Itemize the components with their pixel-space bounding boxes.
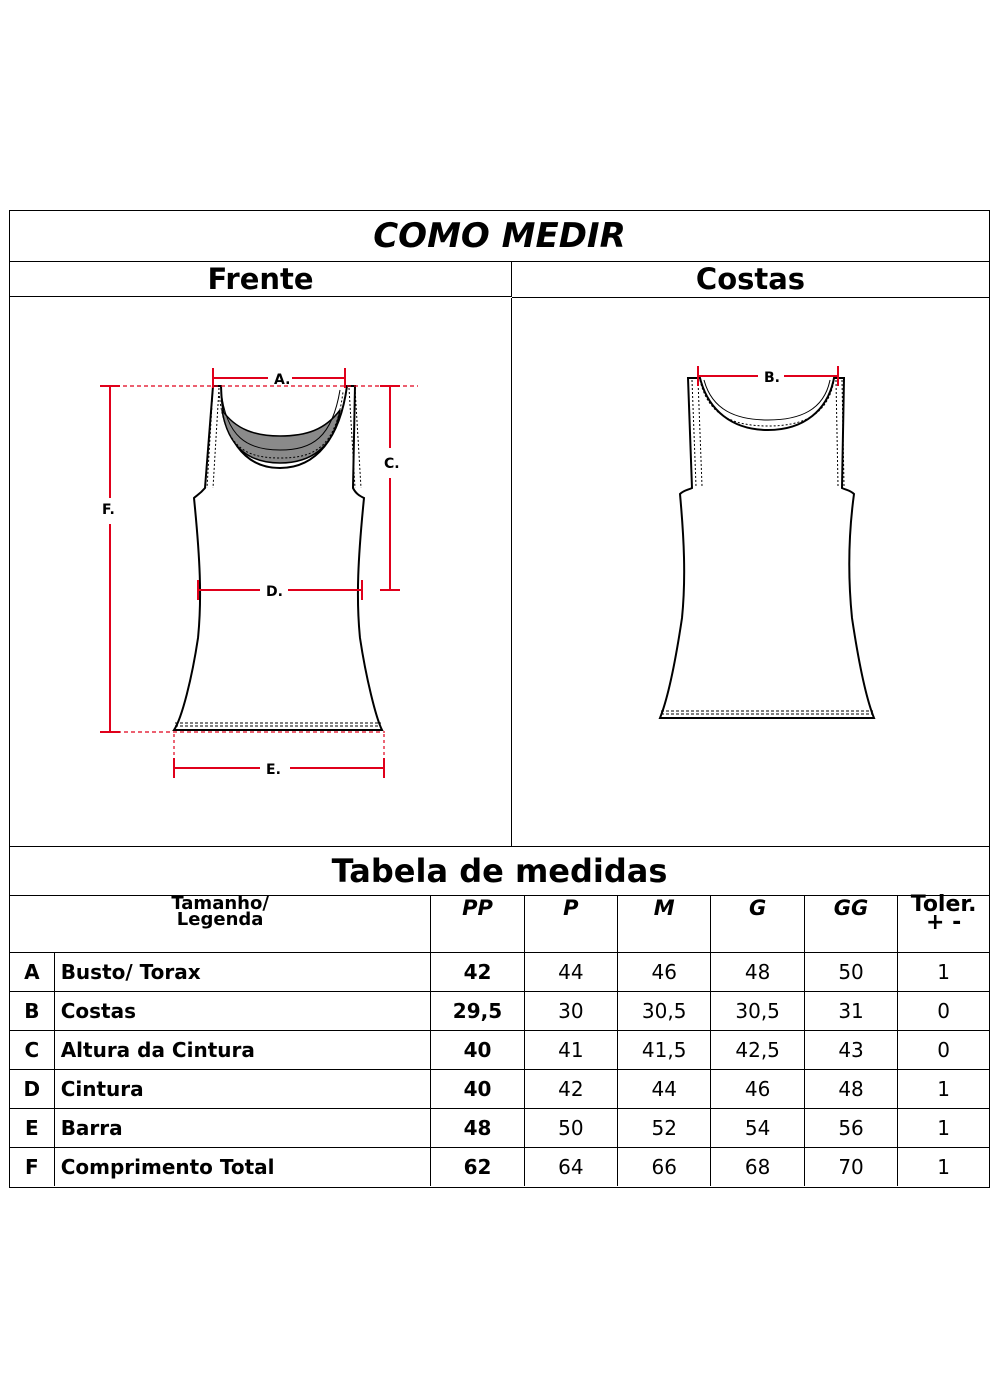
row-label: Barra [54, 1109, 431, 1148]
size-guide-sheet [9, 210, 990, 1188]
size-value: 41,5 [617, 1031, 710, 1070]
measure-line-e [174, 734, 384, 778]
measure-line-c [380, 386, 400, 590]
table-row [10, 992, 989, 1031]
size-header-m: M [617, 896, 710, 953]
size-value: 30,5 [617, 992, 710, 1031]
page-title: COMO MEDIR [10, 211, 989, 262]
tolerance-value: 0 [898, 992, 989, 1031]
size-value: 31 [804, 992, 897, 1031]
size-header-pp: PP [431, 896, 525, 953]
marker-c: C. [384, 456, 400, 472]
row-label: Comprimento Total [54, 1148, 431, 1187]
size-value: 41 [524, 1031, 617, 1070]
size-value: 40 [431, 1031, 525, 1070]
row-label: Cintura [54, 1070, 431, 1109]
tolerance-header [898, 892, 989, 953]
tolerance-header-line1: Toler. [910, 892, 977, 917]
row-letter: C [10, 1031, 54, 1070]
back-view-drawing [512, 298, 989, 846]
tolerance-value: 1 [898, 1070, 989, 1109]
size-value: 43 [804, 1031, 897, 1070]
front-tank-top-illustration [10, 298, 512, 846]
row-letter: F [10, 1148, 54, 1187]
size-value: 54 [711, 1109, 804, 1148]
marker-e: E. [266, 762, 281, 778]
marker-d: D. [266, 584, 283, 600]
size-value: 29,5 [431, 992, 525, 1031]
tolerance-value: 1 [898, 1109, 989, 1148]
table-row [10, 1070, 989, 1109]
size-header-gg: GG [804, 896, 897, 953]
size-value: 50 [804, 953, 897, 992]
size-value: 66 [617, 1148, 710, 1187]
size-value: 40 [431, 1070, 525, 1109]
table-row [10, 1148, 989, 1187]
size-value: 68 [711, 1148, 804, 1187]
size-value: 42,5 [711, 1031, 804, 1070]
row-letter: B [10, 992, 54, 1031]
marker-a: A. [274, 372, 291, 388]
row-letter: A [10, 953, 54, 992]
back-tank-top-illustration [512, 298, 989, 846]
size-table [10, 892, 989, 1186]
size-value: 62 [431, 1148, 525, 1187]
size-value: 30 [524, 992, 617, 1031]
size-table-header [10, 896, 989, 953]
measure-line-b [698, 366, 838, 386]
legend-header-line2: Legenda [176, 909, 264, 930]
row-letter: E [10, 1109, 54, 1148]
size-value: 50 [524, 1109, 617, 1148]
size-value: 56 [804, 1109, 897, 1148]
size-value: 30,5 [711, 992, 804, 1031]
table-row [10, 1031, 989, 1070]
row-label: Costas [54, 992, 431, 1031]
size-value: 44 [524, 953, 617, 992]
row-letter: D [10, 1070, 54, 1109]
size-value: 48 [711, 953, 804, 992]
size-table-title: Tabela de medidas [10, 846, 989, 896]
marker-f: F. [102, 502, 115, 518]
size-value: 64 [524, 1148, 617, 1187]
size-value: 42 [431, 953, 525, 992]
size-value: 48 [431, 1109, 525, 1148]
back-view-heading: Costas [512, 261, 989, 298]
size-value: 70 [804, 1148, 897, 1187]
size-value: 52 [617, 1109, 710, 1148]
marker-b: B. [764, 370, 780, 386]
table-row [10, 1109, 989, 1148]
tolerance-value: 0 [898, 1031, 989, 1070]
size-value: 44 [617, 1070, 710, 1109]
size-header-p: P [524, 896, 617, 953]
table-row [10, 953, 989, 992]
size-value: 46 [711, 1070, 804, 1109]
size-value: 42 [524, 1070, 617, 1109]
legend-header [10, 893, 431, 953]
size-value: 46 [617, 953, 710, 992]
tolerance-header-line2: + - [925, 910, 962, 935]
back-garment-outline [660, 378, 874, 718]
measure-line-f [100, 386, 120, 732]
front-view-drawing [10, 298, 512, 846]
legend-header-line1: Tamanho/ [171, 893, 269, 914]
size-header-g: G [711, 896, 804, 953]
row-label: Busto/ Torax [54, 953, 431, 992]
measure-line-a [213, 368, 345, 388]
tolerance-value: 1 [898, 953, 989, 992]
front-view-heading: Frente [10, 261, 512, 297]
row-label: Altura da Cintura [54, 1031, 431, 1070]
tolerance-value: 1 [898, 1148, 989, 1187]
size-value: 48 [804, 1070, 897, 1109]
